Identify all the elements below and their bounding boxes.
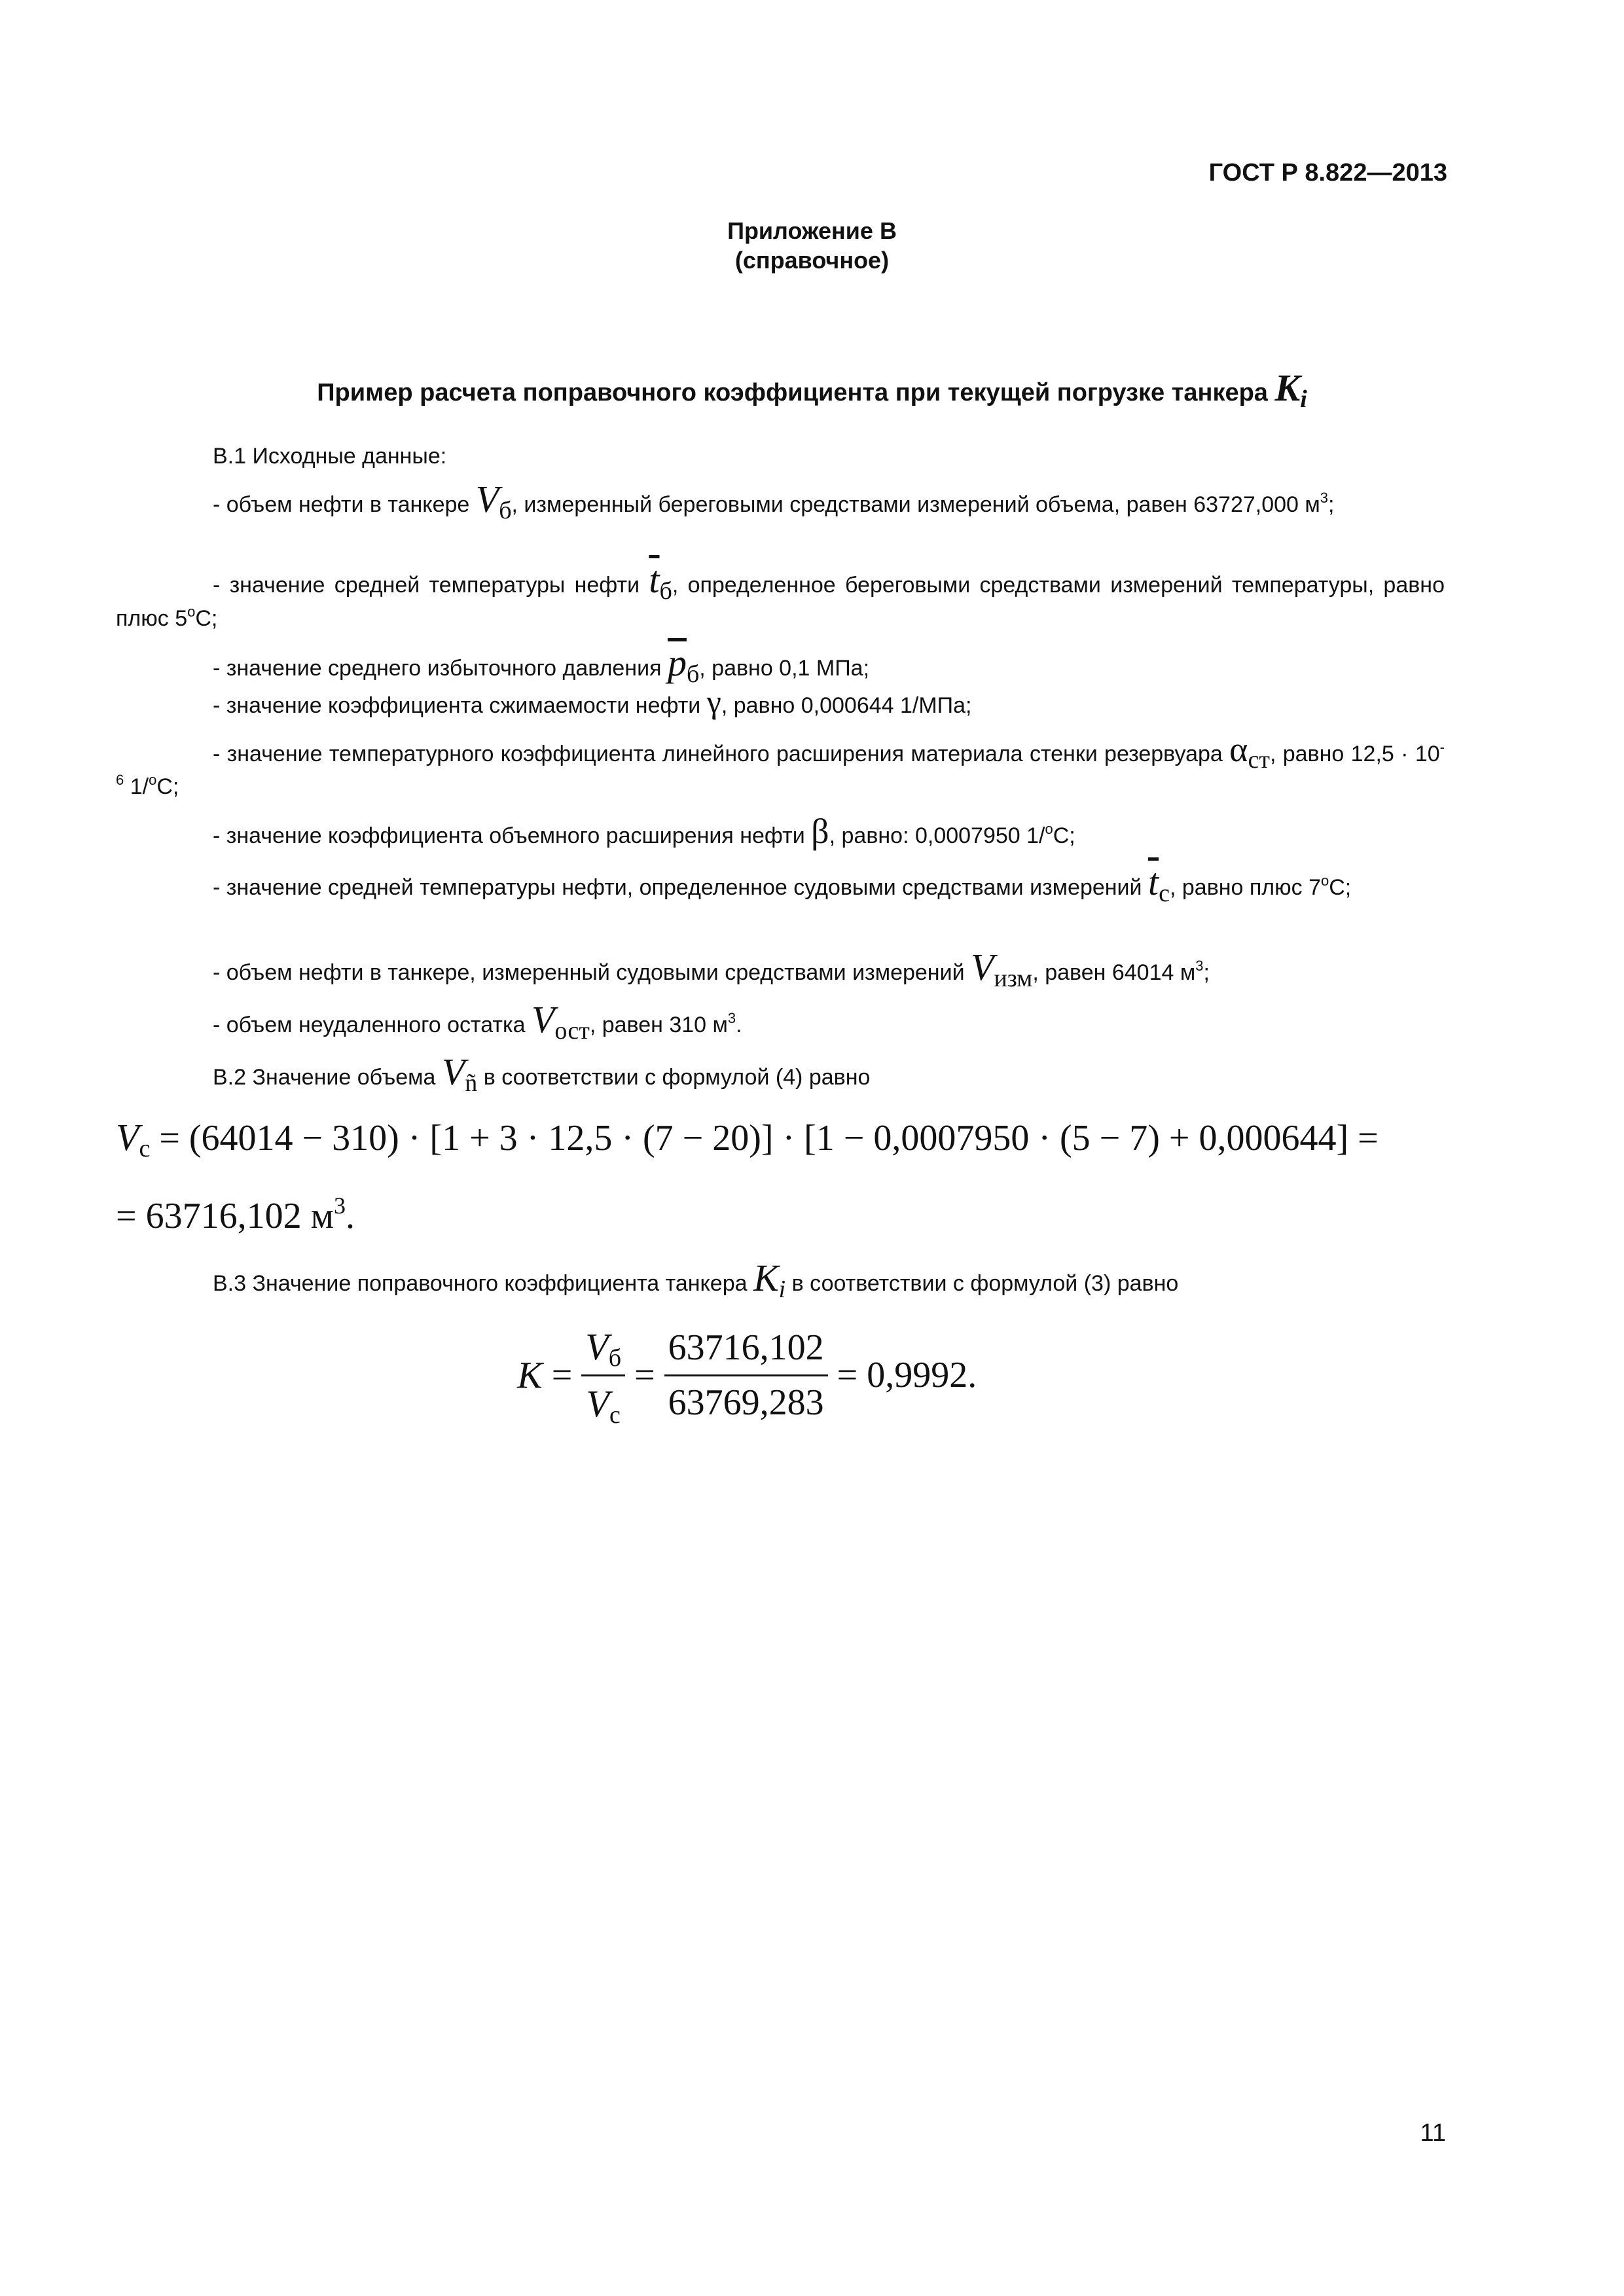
symbol-p: $\overline{p}$ <box>667 641 687 684</box>
symbol-beta: β <box>811 812 829 851</box>
section-title-text: Пример расчета поправочного коэффициента при текущей погрузке танкера <box>317 379 1268 406</box>
b1-item-5: - значение температурного коэффициента линейного расширения материала стенки резервуара αст, равно $12,5 \cdot 10^{-6}$ 1/$^о$С; <box>116 730 1445 800</box>
b1-item-7: - значение средней температуры нефти, определенное судовыми средствами измерений $\overline{t}с$, равно плюс $7^оС$; <box>213 861 1352 907</box>
b1-item-9: - объем неудаленного остатка Vост, равен 310 $м^3$. <box>213 998 742 1045</box>
symbol-alpha: α <box>1229 730 1248 769</box>
formula-volume-line-2: = 63716,102 $м^3$. <box>116 1193 355 1236</box>
symbol-v: V <box>475 478 499 520</box>
symbol-k: K <box>753 1257 779 1299</box>
document-code: ГОСТ Р 8.822—2013 <box>1208 159 1447 187</box>
section-title-symbol-sub: i <box>1300 386 1307 413</box>
b1-item-4: - значение коэффициента сжимаемости нефти γ, равно 0,000644 1/МПа; <box>213 683 972 720</box>
symbol-t: $\overline{t}$ <box>1147 861 1159 903</box>
b1-heading: В.1 Исходные данные: <box>213 444 447 469</box>
b2-text: В.2 Значение объема Vñ в соответствии с формулой (4) равно <box>213 1050 871 1097</box>
formula-coefficient: K = $\frac{Vб}{Vс}$ = $\frac{63716,102}{63769,283}$ = 0,9992. <box>517 1322 977 1429</box>
symbol-v: V <box>531 998 555 1041</box>
b1-item-6: - значение коэффициента объемного расширения нефти β, равно: 0,0007950 1/$^о$С; <box>213 812 1075 851</box>
formula-volume-line-1: Vс = (64014 − 310) · [1 + 3 · 12,5 · (7 − 20)] · [1 − 0,0007950 · (5 − 7) + 0,000644] = <box>116 1116 1379 1162</box>
appendix-heading <box>0 216 1624 275</box>
b1-item-3: - значение среднего избыточного давления $\overline{p}б$, равно 0,1 МПа; <box>213 641 870 688</box>
page-number: 11 <box>1420 2119 1446 2147</box>
fraction-numeric: $\frac{63716,102}{63769,283}$ <box>664 1324 828 1427</box>
b1-item-2: - значение средней температуры нефти $\overline{t}б$, определенное береговыми средствами измерений температуры, равно плюс $5^оС$; <box>116 558 1445 632</box>
symbol-v: V <box>971 946 994 988</box>
section-title-symbol: K <box>1274 367 1301 409</box>
b1-item-1: - объем нефти в танкере Vб, измеренный береговыми средствами измерений объема, равен 63727,000 $м^3$; <box>213 478 1335 524</box>
formula-volume-expression: (64014 − 310) · [1 + 3 · 12,5 · (7 − 20)] · [1 − 0,0007950 · (5 − 7) + 0,000644] = <box>189 1118 1379 1158</box>
fraction-symbolic: $\frac{Vб}{Vс}$ <box>581 1322 625 1429</box>
appendix-subtitle: (справочное) <box>734 247 890 274</box>
b3-text: В.3 Значение поправочного коэффициента танкера Ki в соответствии с формулой (3) равно <box>213 1257 1179 1303</box>
formula-result: = 0,9992. <box>837 1354 977 1395</box>
section-title <box>0 363 1624 412</box>
symbol-t: $\overline{t}$ <box>649 558 660 601</box>
b1-item-8: - объем нефти в танкере, измеренный судовыми средствами измерений Vизм, равен 64014 $м^3$; <box>213 946 1210 992</box>
symbol-gamma: γ <box>706 683 721 720</box>
appendix-title: Приложение В <box>727 217 897 244</box>
symbol-v: V <box>441 1050 465 1093</box>
